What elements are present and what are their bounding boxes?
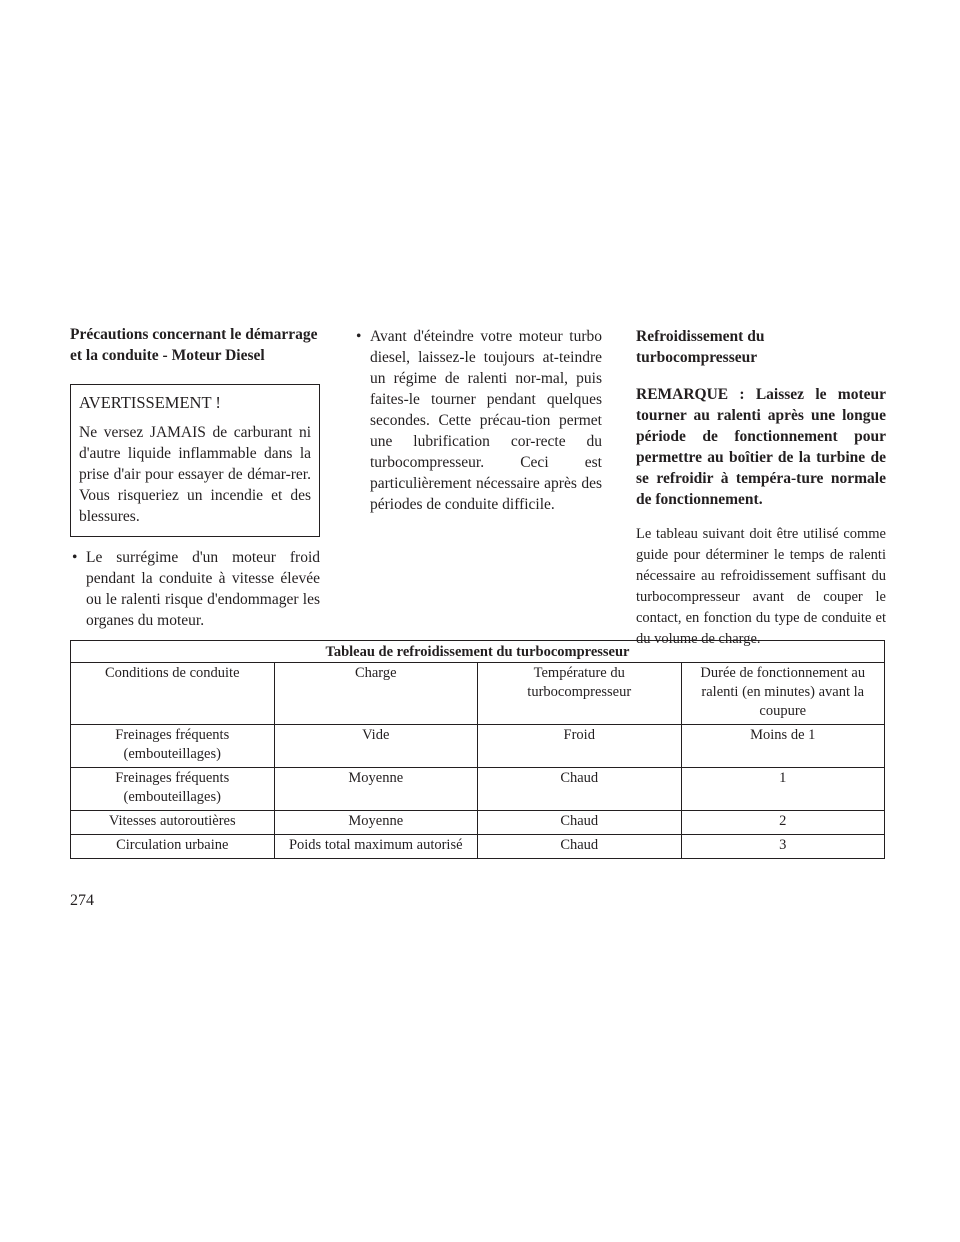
list-item-text: Le surrégime d'un moteur froid pendant la conduite à vitesse élevée ou le ralenti risque d'endommager les organes du moteur. (86, 549, 320, 629)
note-text: REMARQUE : Laissez le moteur tourner au ralenti après une longue période de fonctionnement pour permettre au boîtier de la turbine de se refroidir à tempéra-ture normale de fonctionnement. (636, 386, 886, 508)
column-header: Durée de fonctionnement au ralenti (en minutes) avant la coupure (681, 663, 885, 725)
left-column (70, 324, 320, 631)
table-cell: Moins de 1 (681, 725, 885, 768)
table-cell: Froid (478, 725, 682, 768)
section-heading-turbo-cooling: Refroidissement du turbocompresseur (636, 328, 765, 366)
list-item (354, 326, 602, 515)
bullet-list (354, 326, 602, 515)
body-paragraph: Le tableau suivant doit être utilisé comme guide pour déterminer le temps de ralenti nécessaire au refroidissement suffisant du turbocompresseur avant de couper le contact, en fonction du type de conduite et du volume de charge. (636, 526, 886, 647)
column-header: Conditions de conduite (71, 663, 275, 725)
table-cell: Freinages fréquents (embouteillages) (71, 768, 275, 811)
table-cell: Chaud (478, 768, 682, 811)
table-cell: Moyenne (274, 811, 478, 835)
list-item (70, 547, 320, 631)
list-item-text: Avant d'éteindre votre moteur turbo diesel, laissez-le toujours at-teindre un régime de ralenti nor-mal, puis faites-le tourner pendant quelques secondes. Cette précau-tion permet une lubrification cor-recte du turbocompresseur. Ceci est particulièrement nécessaire après des périodes de conduite difficile. (370, 328, 602, 513)
column-header: Température du turbocompresseur (478, 663, 682, 725)
bullet-icon: • (72, 549, 78, 566)
table-cell: Freinages fréquents (embouteillages) (71, 725, 275, 768)
table-caption: Tableau de refroidissement du turbocompresseur (71, 641, 885, 663)
table-cell: Circulation urbaine (71, 835, 275, 859)
table-row (71, 811, 885, 835)
table-cell: Moyenne (274, 768, 478, 811)
middle-column (354, 326, 602, 515)
table-header-row (71, 663, 885, 725)
table-cell: Chaud (478, 811, 682, 835)
table-caption-row (71, 641, 885, 663)
warning-box (70, 384, 320, 537)
table-cell: 1 (681, 768, 885, 811)
table-cell: 3 (681, 835, 885, 859)
warning-text: Ne versez JAMAIS de carburant ni d'autre liquide inflammable dans la prise d'air pour essayer de démar-rer. Vous risqueriez un incendie et des blessures. (79, 424, 311, 525)
page-number: 274 (70, 892, 94, 909)
table-cell: Vitesses autoroutières (71, 811, 275, 835)
turbo-cooling-table (70, 640, 885, 859)
section-heading-diesel-precautions: Précautions concernant le démarrage et la conduite - Moteur Diesel (70, 326, 318, 364)
table-cell: 2 (681, 811, 885, 835)
table-row (71, 835, 885, 859)
bullet-icon: • (356, 328, 362, 345)
column-header: Charge (274, 663, 478, 725)
table-row (71, 725, 885, 768)
bullet-list (70, 547, 320, 631)
table-cell: Vide (274, 725, 478, 768)
table-cell: Chaud (478, 835, 682, 859)
table-row (71, 768, 885, 811)
table-cell: Poids total maximum autorisé (274, 835, 478, 859)
right-column (636, 326, 886, 650)
warning-title: AVERTISSEMENT ! (79, 393, 221, 412)
